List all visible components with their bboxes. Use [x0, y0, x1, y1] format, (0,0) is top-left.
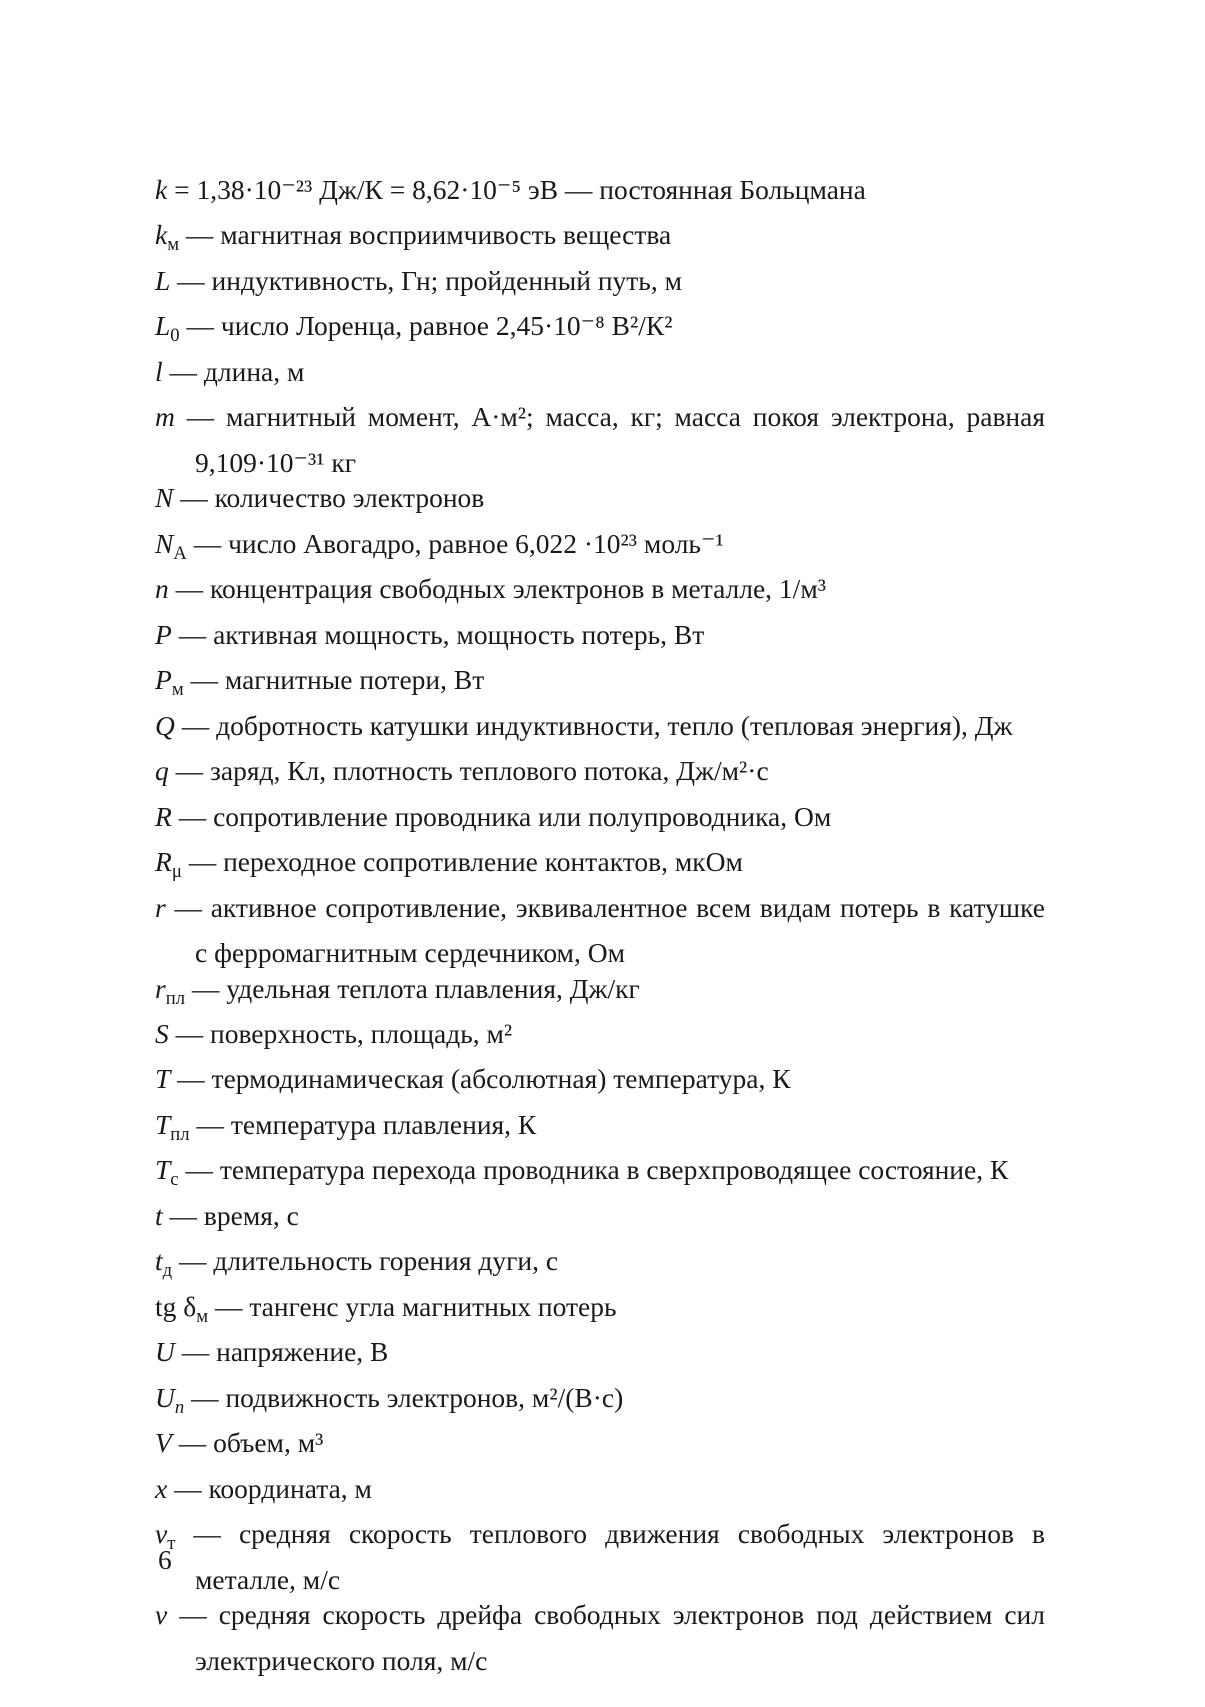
- notation-entry: [155, 708, 1045, 753]
- notation-description: — концентрация свободных электронов в металле, 1/м³: [168, 573, 826, 605]
- notation-description: — активное сопротивление, эквивалентное всем видам потерь в катушке с ферромагнитным сердечником, Ом: [165, 891, 1045, 968]
- notation-description: — число Авогадро, равное 6,022 ·10²³ моль⁻¹: [186, 527, 724, 559]
- notation-entry: [155, 1289, 1045, 1334]
- notation-description: — сопротивление проводника или полупроводника, Ом: [171, 800, 832, 832]
- notation-description: — магнитные потери, Вт: [183, 664, 485, 696]
- notation-symbol: m: [155, 401, 175, 433]
- notation-symbol: t: [155, 1245, 163, 1277]
- notation-entry: [155, 1471, 1045, 1516]
- notation-symbol: S: [155, 1017, 169, 1049]
- notation-description: — магнитная восприимчивость вещества: [179, 219, 672, 251]
- notation-entry: [155, 971, 1045, 1016]
- notation-entry: [155, 799, 1045, 844]
- notation-subscript: А: [173, 542, 187, 564]
- notation-symbol: L: [155, 264, 171, 296]
- notation-description: — тангенс угла магнитных потерь: [208, 1290, 617, 1322]
- notation-symbol: L: [155, 310, 171, 342]
- notation-entry: [155, 571, 1045, 616]
- notation-symbol: P: [155, 664, 172, 696]
- notation-subscript: м: [171, 679, 184, 701]
- notation-subscript: д: [162, 1260, 173, 1282]
- notation-symbol: r: [155, 891, 166, 923]
- notation-symbol: l: [155, 355, 163, 387]
- notation-entry: [155, 1243, 1045, 1288]
- notation-subscript: c: [170, 1169, 179, 1191]
- notation-entry: [155, 480, 1045, 525]
- notation-subscript: μ: [171, 861, 182, 883]
- notation-description: — координата, м: [167, 1472, 372, 1504]
- notation-symbol: tg δ: [155, 1290, 197, 1322]
- notation-entry: [155, 1334, 1045, 1379]
- notation-symbol: T: [155, 1154, 171, 1186]
- notation-entry: [155, 526, 1045, 571]
- notation-description: — время, с: [162, 1199, 299, 1231]
- notation-entry: [155, 1061, 1045, 1106]
- notation-entry: [155, 399, 1045, 480]
- notation-description: — напряжение, В: [174, 1336, 389, 1368]
- notation-symbol: Q: [155, 709, 175, 741]
- notation-entry: [155, 844, 1045, 889]
- notation-entry: [155, 753, 1045, 798]
- notation-description: — магнитный момент, А·м²; масса, кг; масса покоя электрона, равная 9,109·10⁻³¹ кг: [174, 401, 1045, 478]
- notation-symbol: r: [155, 972, 166, 1004]
- notation-description: = 1,38·10⁻²³ Дж/К = 8,62·10⁻⁵ эВ — постоянная Больцмана: [167, 174, 866, 205]
- notation-entry: [155, 172, 1045, 217]
- notation-description: — переходное сопротивление контактов, мкОм: [181, 846, 743, 878]
- notation-description: — поверхность, площадь, м²: [168, 1017, 513, 1049]
- notation-description: — температура перехода проводника в сверхпроводящее состояние, К: [178, 1154, 1009, 1186]
- notation-entry: [155, 1516, 1045, 1597]
- notation-subscript: м: [167, 234, 180, 256]
- notation-description: — удельная теплота плавления, Дж/кг: [185, 972, 640, 1004]
- notation-symbol: x: [155, 1472, 168, 1504]
- notation-entry: [155, 263, 1045, 308]
- notation-description: — подвижность электронов, м²/(В·с): [184, 1381, 624, 1413]
- notation-description: — длина, м: [162, 355, 305, 387]
- notation-symbol: n: [155, 573, 169, 605]
- notation-description: — объем, м³: [171, 1427, 324, 1459]
- notation-symbol: k: [155, 174, 168, 205]
- notation-symbol: T: [155, 1063, 171, 1095]
- notation-description: — длительность горения дуги, с: [172, 1245, 559, 1277]
- notation-symbol: v: [155, 1599, 168, 1631]
- notation-symbol: P: [155, 618, 172, 650]
- notation-description: — количество электронов: [173, 482, 485, 514]
- notation-description: — заряд, Кл, плотность теплового потока, Дж/м²·с: [168, 755, 769, 787]
- notation-subscript: пл: [165, 987, 186, 1009]
- notation-entry: [155, 1152, 1045, 1197]
- notation-symbol: k: [155, 219, 168, 251]
- page-number: 6: [158, 1544, 172, 1575]
- notation-entry: [155, 662, 1045, 707]
- notation-entry: [155, 1425, 1045, 1470]
- notation-entry: [155, 1016, 1045, 1061]
- notation-list: [155, 172, 1045, 1678]
- notation-description: — активная мощность, мощность потерь, Вт: [171, 618, 705, 650]
- notation-description: — термодинамическая (абсолютная) температура, К: [170, 1063, 791, 1095]
- notation-entry: [155, 1198, 1045, 1243]
- notation-symbol: T: [155, 1108, 171, 1140]
- notation-symbol: t: [155, 1199, 163, 1231]
- notation-entry: [155, 217, 1045, 262]
- notation-entry: [155, 1380, 1045, 1425]
- notation-entry: [155, 890, 1045, 971]
- notation-symbol: v: [155, 1518, 168, 1550]
- notation-description: — средняя скорость дрейфа свободных электронов под действием сил электрического поля, м/с: [167, 1599, 1045, 1676]
- notation-entry: [155, 1597, 1045, 1678]
- notation-symbol: N: [155, 482, 174, 514]
- notation-symbol: R: [155, 800, 172, 832]
- notation-subscript: т: [167, 1533, 176, 1555]
- notation-symbol: R: [155, 846, 172, 878]
- notation-subscript: n: [174, 1396, 185, 1418]
- notation-symbol: q: [155, 755, 169, 787]
- notation-subscript: м: [196, 1305, 209, 1327]
- notation-entry: [155, 354, 1045, 399]
- notation-entry: [155, 617, 1045, 662]
- notation-subscript: 0: [170, 325, 180, 347]
- notation-entry: [155, 1107, 1045, 1152]
- notation-description: — индуктивность, Гн; пройденный путь, м: [170, 264, 683, 296]
- notation-description: — температура плавления, К: [189, 1108, 537, 1140]
- notation-subscript: пл: [170, 1123, 190, 1145]
- notation-symbol: N: [155, 527, 174, 559]
- notation-description: — средняя скорость теплового движения свободных электронов в металле, м/с: [175, 1518, 1045, 1595]
- notation-symbol: U: [155, 1381, 175, 1413]
- notation-entry: [155, 308, 1045, 353]
- notation-description: — добротность катушки индуктивности, тепло (тепловая энергия), Дж: [174, 709, 1013, 741]
- notation-symbol: V: [155, 1427, 172, 1459]
- notation-symbol: U: [155, 1336, 175, 1368]
- notation-description: — число Лоренца, равное 2,45·10⁻⁸ В²/К²: [179, 310, 673, 342]
